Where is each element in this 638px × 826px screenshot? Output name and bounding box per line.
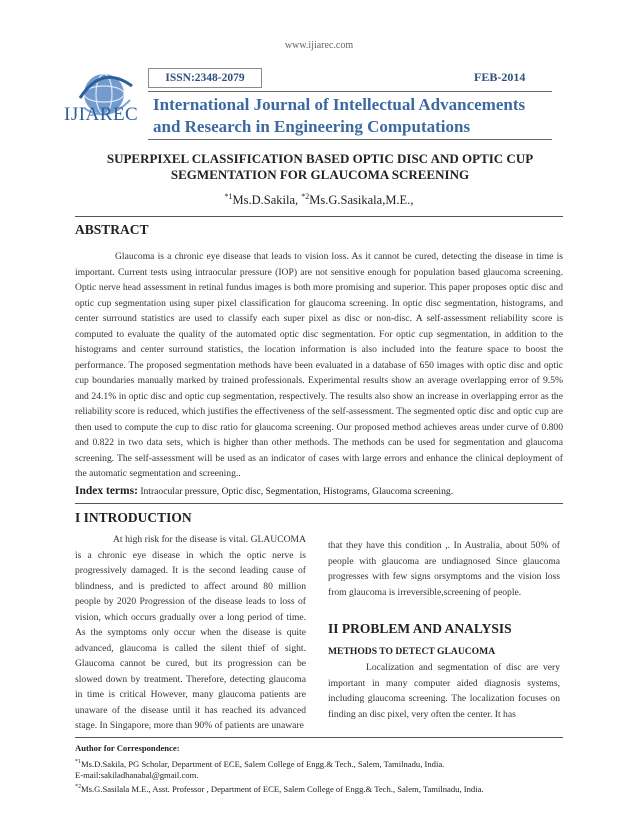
index-terms (75, 485, 563, 497)
header-rule-bottom (148, 139, 552, 140)
paper-title (80, 151, 560, 183)
issue-date: FEB-2014 (474, 70, 526, 84)
paper-title-line2: SEGMENTATION FOR GLAUCOMA SCREENING (170, 167, 470, 182)
index-terms-label: Index terms: (75, 485, 138, 497)
footer-author2-text: Ms.G.Sasilala M.E., Asst. Professor , Department of ECE, Salem College of Engg.& Tech., Salem, Tamilnadu, India. (81, 783, 484, 794)
footer-author1 (75, 756, 563, 770)
abstract-text: Glaucoma is a chronic eye disease that leads to vision loss. As it cannot be cured, detecting the disease in time is important. Current tests using intraocular pressure (IOP) are not sensitive enough for population based glaucoma screening. Optic nerve head assessment in retinal fundus images is both more promising and superior. This paper proposes optic disc and optic cup segmentation using super pixel classification for glaucoma screening. In optic disc segmentation, histograms, and center surround statistics are used to classify each super pixel as disc or non-disc. A self-assessment reliability score is computed to evaluate the quality of the automated optic disc segmentation. For optic cup segmentation, in addition to the histograms and center surround statistics, the location information is also included into the feature space to boost the performance. The proposed segmentation methods have been evaluated in a database of 650 images with optic disc and optic cup boundaries manually marked by trained professionals. Experimental results show an average overlapping error of 9.5% and 24.1% in optic disc and optic cup segmentation, respectively. The results also show an increase in overlapping error as the reliability score is reduced, which justifies the effectiveness of the self-assessment. The segmented optic disc and optic cup are then used to compute the cup to disc ratio for glaucoma screening. Our proposed method achieves areas under curve of 0.800 and 0.822 in two data sets, which is higher than other methods. The methods can be used for segmentation and glaucoma screening. The self-assessment will be used as an indicator of cases with large errors and enhance the clinical deployment of the automatic segmentation and screening.. (75, 251, 563, 479)
footer-author1-text: Ms.D.Sakila, PG Scholar, Department of ECE, Salem College of Engg.& Tech., Salem, Tamilnadu, India. (81, 758, 445, 769)
author1-name: Ms.D.Sakila, (232, 193, 299, 208)
divider (75, 216, 563, 217)
author1-marker: *1 (224, 192, 233, 201)
journal-url[interactable]: www.ijiarec.com (284, 40, 354, 51)
issn-box: ISSN:2348-2079 (148, 68, 262, 88)
author-line (0, 192, 638, 208)
paper-title-line1: SUPERPIXEL CLASSIFICATION BASED OPTIC DISC AND OPTIC CUP (106, 151, 534, 166)
section2-subheading: METHODS TO DETECT GLAUCOMA (328, 646, 496, 657)
footer-divider (75, 737, 563, 738)
footer-heading-text: Author for Correspondence: (75, 743, 180, 753)
author2-marker: *2 (301, 192, 310, 201)
divider (75, 503, 563, 504)
index-terms-text: Intraocular pressure, Optic disc, Segmentation, Histograms, Glaucoma screening. (137, 486, 454, 497)
journal-title-line1: International Journal of Intellectual Advancements (153, 95, 526, 114)
footer-author2 (75, 781, 563, 795)
footer-author1-marker: *1 (75, 759, 81, 765)
intro-column-left: At high risk for the disease is vital. GLAUCOMA is a chronic eye disease in which the optic nerve is progressively damaged. It is the second leading cause of blindness, and is predicted to affect around 80 million people by 2020 Progression of the disease leads to loss of vision, which occurs gradually over a long period of time. As the symptoms only occur when the disease is quite advanced, glaucoma is called the silent thief of sight. Glaucoma cannot be cured, but its progression can be slowed down by treatment. Therefore, detecting glaucoma in time is critical However, many glaucoma patients are unaware of the disease until it has reached its advanced stage. In Singapore, more than 90% of patients are unaware (75, 534, 306, 731)
journal-title-line2: and Research in Engineering Computations (153, 117, 471, 136)
journal-title (153, 94, 525, 138)
footer-heading (75, 742, 563, 754)
abstract-heading: ABSTRACT (75, 222, 149, 237)
logo-text: IJIAREC (64, 104, 139, 125)
intro-heading: I INTRODUCTION (75, 510, 192, 525)
section2-heading: II PROBLEM AND ANALYSIS (328, 621, 512, 636)
section2-text: Localization and segmentation of disc are very important in many computer aided diagnosis systems, including glaucoma screening. The localization focuses on finding an disc pixel, very often the center. It has (328, 662, 560, 720)
author2-name: Ms.G.Sasikala,M.E., (309, 193, 414, 208)
intro-column-right: that they have this condition ,. In Australia, about 50% of people with glaucoma are undiagnosed Since glaucoma progresses with few signs orsymptoms and the vision loss from glaucoma is irreversible,screening of people. (328, 540, 560, 598)
header-rule-top (148, 91, 552, 92)
footer-author2-marker: *2 (75, 784, 81, 790)
footer-email[interactable]: E-mail:sakiladhanabal@gmail.com. (75, 770, 199, 780)
